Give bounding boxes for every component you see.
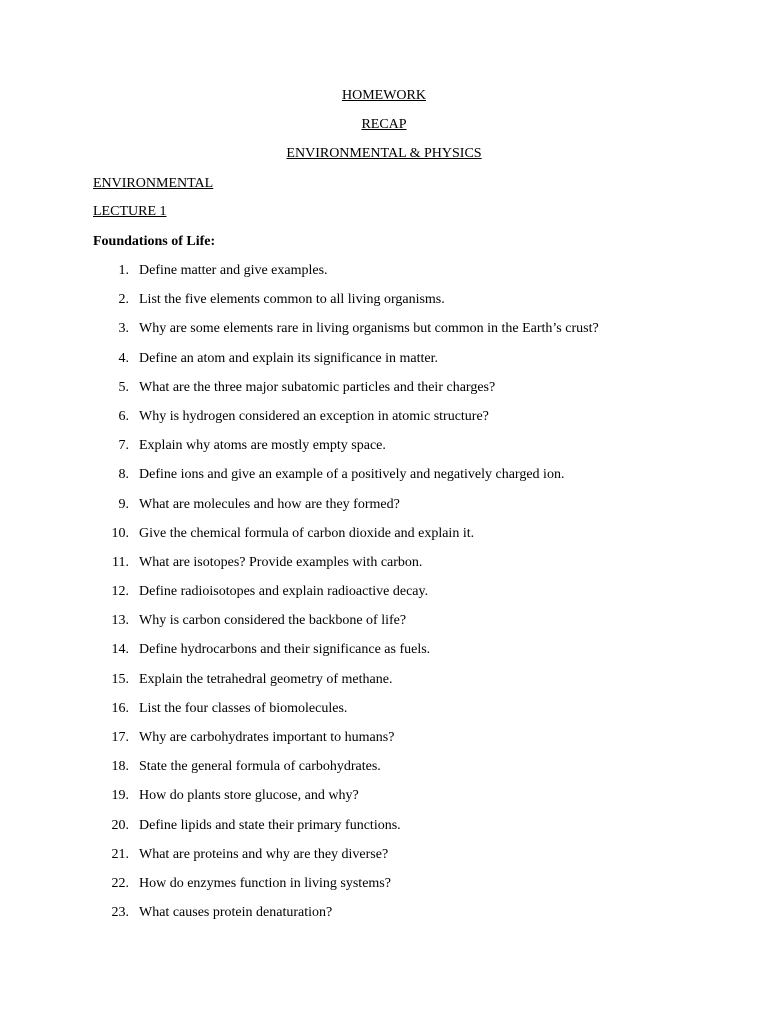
question-item — [0, 670, 768, 699]
question-number: 11. — [112, 554, 129, 570]
question-number: 19. — [111, 788, 129, 804]
question-number: 12. — [111, 584, 129, 600]
question-number: 23. — [111, 905, 129, 921]
question-text: Explain the tetrahedral geometry of methane. — [139, 671, 393, 687]
question-item — [0, 728, 768, 757]
question-number: 4. — [118, 350, 129, 366]
question-text: Define radioisotopes and explain radioactive decay. — [139, 584, 429, 600]
question-text: Why are some elements rare in living organisms but common in the Earth’s crust? — [139, 321, 599, 337]
question-number: 22. — [111, 875, 129, 891]
question-text: Why are carbohydrates important to humans? — [139, 730, 395, 745]
question-number: 10. — [111, 525, 129, 541]
question-item — [0, 757, 768, 786]
question-text: What are proteins and why are they diverse? — [139, 846, 389, 862]
question-number: 13. — [111, 613, 129, 629]
question-text: List the four classes of biomolecules. — [139, 700, 348, 716]
question-number: 16. — [111, 700, 129, 716]
question-item — [0, 582, 768, 611]
question-item — [0, 699, 768, 728]
question-item — [0, 903, 768, 932]
question-item — [0, 786, 768, 815]
question-number: 1. — [118, 263, 129, 278]
question-text: How do enzymes function in living systems? — [139, 875, 391, 891]
question-text: Define matter and give examples. — [139, 263, 328, 278]
question-text: Explain why atoms are mostly empty space. — [139, 438, 386, 454]
question-number: 6. — [118, 408, 129, 424]
question-text: Define ions and give an example of a positively and negatively charged ion. — [139, 467, 565, 483]
question-number: 17. — [111, 730, 129, 745]
lecture-heading: LECTURE 1 — [93, 204, 167, 219]
question-text: Define lipids and state their primary functions. — [139, 817, 401, 833]
question-item — [0, 874, 768, 903]
question-number: 15. — [111, 671, 129, 687]
question-number: 18. — [111, 759, 129, 775]
topic-heading: Foundations of Life: — [93, 234, 216, 249]
question-item — [0, 845, 768, 874]
question-text: What are the three major subatomic particles and their charges? — [139, 379, 496, 395]
question-item — [0, 436, 768, 465]
question-number: 7. — [118, 438, 129, 454]
question-number: 14. — [111, 642, 129, 658]
subject-heading: ENVIRONMENTAL & PHYSICS — [286, 146, 482, 161]
question-number: 3. — [118, 321, 129, 337]
question-text: What causes protein denaturation? — [139, 905, 333, 921]
question-text: Why is hydrogen considered an exception in atomic structure? — [139, 408, 489, 424]
question-item — [0, 495, 768, 524]
question-item — [0, 407, 768, 436]
question-text: Define hydrocarbons and their significance as fuels. — [139, 642, 431, 658]
question-text: Why is carbon considered the backbone of life? — [139, 613, 407, 629]
question-item — [0, 816, 768, 845]
question-item — [0, 290, 768, 319]
question-text: State the general formula of carbohydrates. — [139, 759, 381, 775]
section-heading: ENVIRONMENTAL — [93, 176, 214, 191]
question-number: 20. — [111, 817, 129, 833]
question-item — [0, 640, 768, 669]
question-text: What are molecules and how are they formed? — [139, 496, 400, 512]
question-list — [0, 261, 768, 932]
question-item — [0, 319, 768, 348]
question-item — [0, 611, 768, 640]
question-item — [0, 524, 768, 553]
question-number: 21. — [111, 846, 129, 862]
question-item — [0, 465, 768, 494]
question-number: 9. — [118, 496, 129, 512]
document-subtitle: RECAP — [361, 117, 407, 132]
question-text: Give the chemical formula of carbon dioxide and explain it. — [139, 525, 475, 541]
question-number: 8. — [118, 467, 129, 483]
question-text: How do plants store glucose, and why? — [139, 788, 359, 804]
question-item — [0, 261, 768, 290]
document-title: HOMEWORK — [342, 88, 426, 103]
question-number: 5. — [118, 379, 129, 395]
question-number: 2. — [118, 292, 129, 308]
question-text: Define an atom and explain its significance in matter. — [139, 350, 438, 366]
question-item — [0, 553, 768, 582]
question-text: What are isotopes? Provide examples with carbon. — [139, 554, 423, 570]
question-item — [0, 349, 768, 378]
question-item — [0, 378, 768, 407]
question-text: List the five elements common to all living organisms. — [139, 292, 445, 308]
